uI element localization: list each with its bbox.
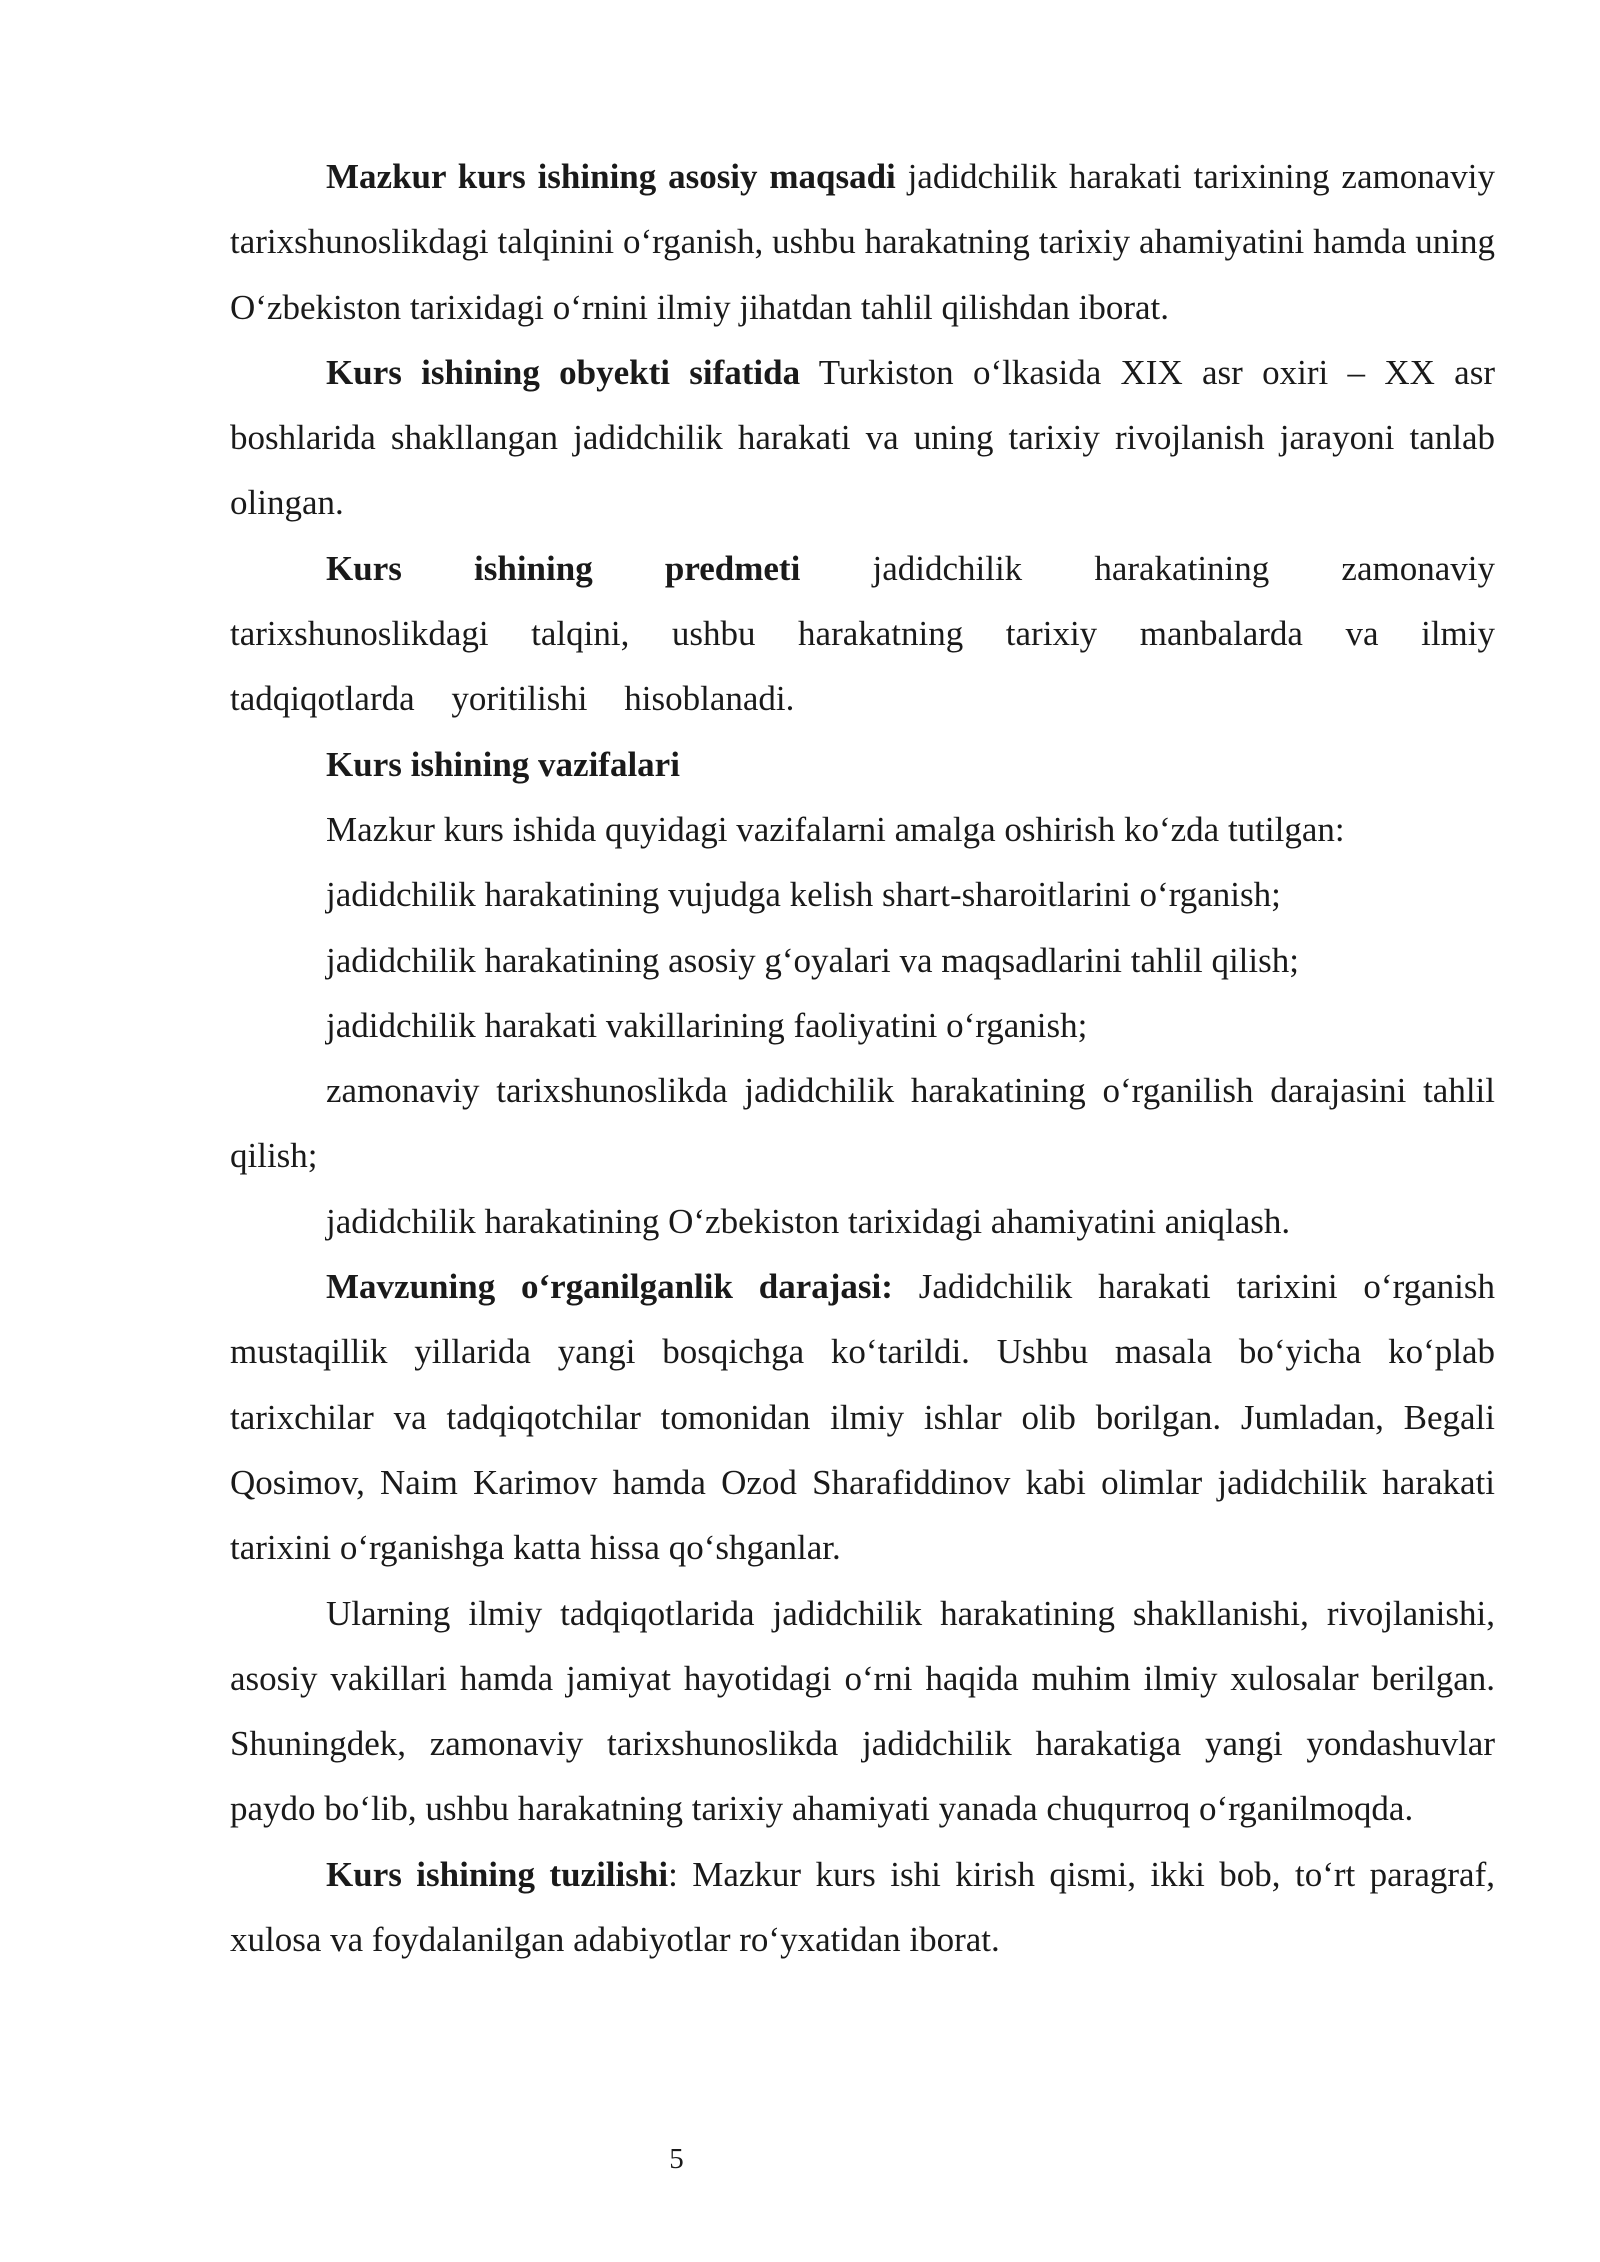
heading-object: Kurs ishining obyekti sifatida bbox=[326, 352, 801, 392]
text-findings: Ularning ilmiy tadqiqotlarida jadidchilik harakatining shakllanishi, rivojlanishi, asosiy vakillari hamda jamiyat hayotidagi oʻrni haqida muhim ilmiy xulosalar berilgan. Shuningdek, zamonaviy tarixshunoslikda jadidchilik harakatiga yangi yondashuvlar paydo boʻlib, ushbu harakatning tarixiy ahamiyati yanada chuqurroq oʻrganilmoqda. bbox=[230, 1593, 1495, 1829]
list-item bbox=[230, 1189, 1495, 1254]
page-number: 5 bbox=[669, 2143, 684, 2175]
paragraph-structure bbox=[230, 1842, 1495, 1973]
list-item bbox=[230, 862, 1495, 927]
paragraph-research-level bbox=[230, 1254, 1495, 1580]
paragraph-subject bbox=[230, 536, 1495, 732]
heading-structure: Kurs ishining tuzilishi bbox=[326, 1854, 669, 1894]
text-aim: jadidchilik harakati tarixining zamonaviy tarixshunoslikdagi talqinini oʻrganish, ushbu harakatning tarixiy ahamiyatini hamda uning Oʻzbekiston tarixidagi oʻrnini ilmiy jihatdan tahlil qilishdan iborat. bbox=[230, 157, 1495, 327]
heading-subject: Kurs ishining predmeti bbox=[326, 548, 801, 588]
task-5-text: jadidchilik harakatining Oʻzbekiston tarixidagi ahamiyatini aniqlash. bbox=[326, 1201, 1291, 1241]
paragraph-findings bbox=[230, 1581, 1495, 1842]
text-tasks-intro: Mazkur kurs ishida quyidagi vazifalarni amalga oshirish koʻzda tutilgan: bbox=[326, 809, 1345, 849]
paragraph-tasks-intro bbox=[230, 797, 1495, 862]
text-object: Turkiston oʻlkasida XIX asr oxiri – XX asr boshlarida shakllangan jadidchilik harakati va uning tarixiy rivojlanish jarayoni tanlab olingan. bbox=[230, 352, 1495, 523]
document-body bbox=[230, 144, 1495, 1972]
paragraph-tasks-heading bbox=[230, 732, 1495, 797]
list-item bbox=[230, 1058, 1495, 1189]
paragraph-object bbox=[230, 340, 1495, 536]
task-2-text: jadidchilik harakatining asosiy gʻoyalari va maqsadlarini tahlil qilish; bbox=[326, 940, 1299, 980]
text-structure: : Mazkur kurs ishi kirish qismi, ikki bob, toʻrt paragraf, xulosa va foydalanilgan adabiyotlar roʻyxatidan iborat. bbox=[230, 1854, 1495, 1960]
list-item bbox=[230, 993, 1495, 1058]
task-3-text: jadidchilik harakati vakillarining faoliyatini oʻrganish; bbox=[326, 1005, 1088, 1045]
list-item bbox=[230, 928, 1495, 993]
text-subject: jadidchilik harakatining zamonaviy tarixshunoslikdagi talqini, ushbu harakatning tarixiy manbalarda va ilmiy tadqiqotlarda yoritilishi hisoblanadi. bbox=[230, 548, 1495, 719]
task-1-text: jadidchilik harakatining vujudga kelish shart-sharoitlarini oʻrganish; bbox=[326, 875, 1281, 915]
paragraph-aim bbox=[230, 144, 1495, 340]
heading-tasks: Kurs ishining vazifalari bbox=[326, 744, 680, 784]
heading-research-level: Mavzuning oʻrganilganlik darajasi: bbox=[326, 1267, 893, 1307]
heading-aim: Mazkur kurs ishining asosiy maqsadi bbox=[326, 157, 896, 196]
task-4-text: zamonaviy tarixshunoslikda jadidchilik harakatining oʻrganilish darajasini tahlil qilish; bbox=[230, 1071, 1495, 1176]
text-research-level: Jadidchilik harakati tarixini oʻrganish mustaqillik yillarida yangi bosqichga koʻtarildi. Ushbu masala boʻyicha koʻplab tarixchilar va tadqiqotchilar tomonidan ilmiy ishlar olib borilgan. Jumladan, Begali Qosimov, Naim Karimov hamda Ozod Sharafiddinov kabi olimlar jadidchilik harakati tarixini oʻrganishga katta hissa qoʻshganlar. bbox=[230, 1267, 1495, 1568]
